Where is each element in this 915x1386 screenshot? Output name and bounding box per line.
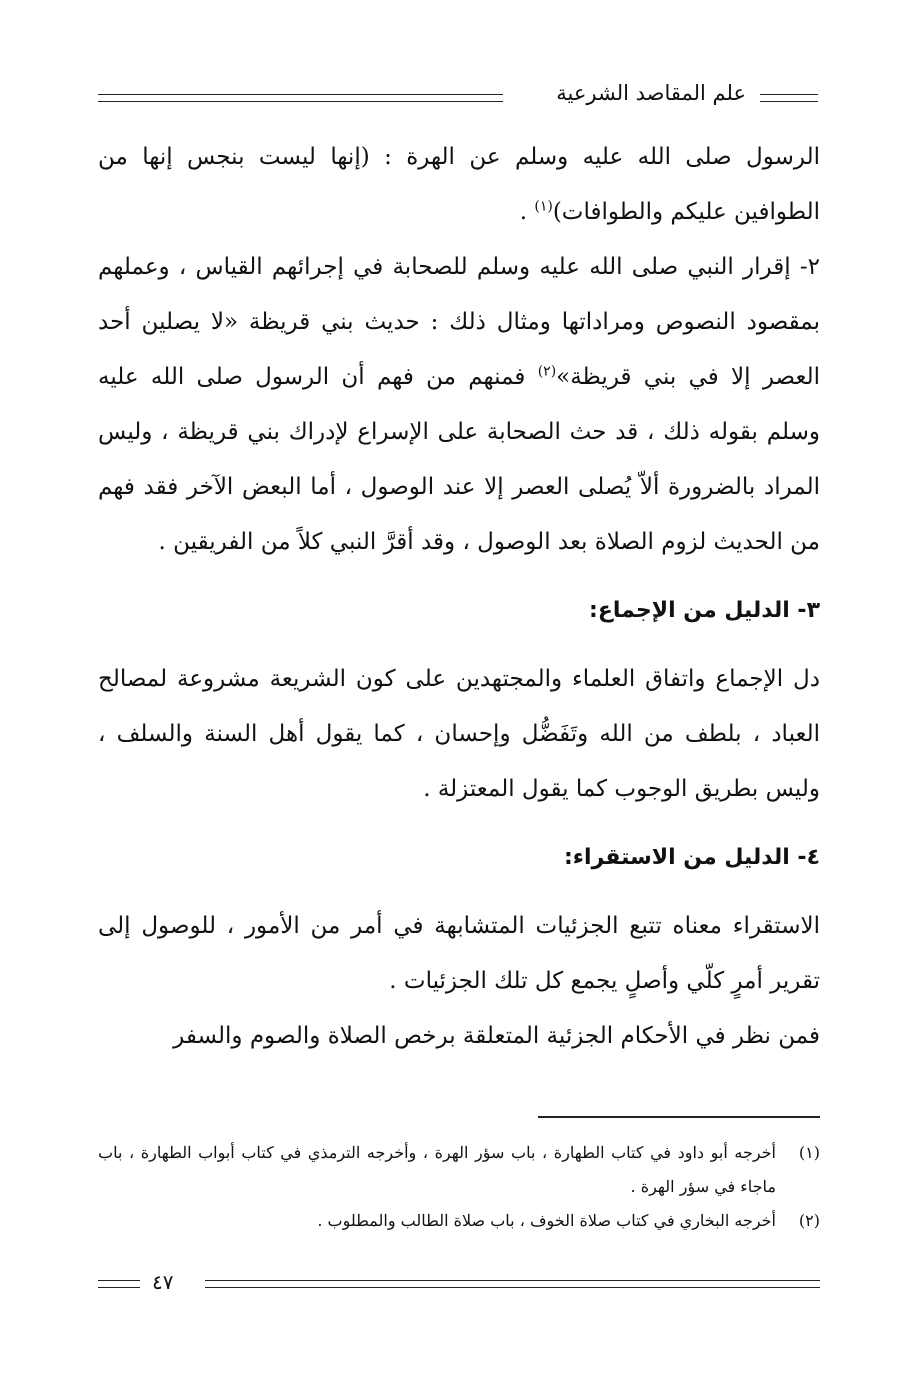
footnote-ref-2: (٢) xyxy=(537,363,557,380)
footer-rule-left xyxy=(98,1280,140,1288)
paragraph-1-end: . xyxy=(519,199,535,225)
paragraph-1 xyxy=(98,130,820,240)
footnote-2 xyxy=(98,1204,820,1238)
header-title: علم المقاصد الشرعية xyxy=(556,81,746,105)
footnotes xyxy=(98,1136,820,1238)
footnote-1-text: أخرجه أبو داود في كتاب الطهارة ، باب سؤر الهرة ، وأخرجه الترمذي في كتاب أبواب الطهارة ، باب ماجاء في سؤر الهرة . xyxy=(98,1143,776,1196)
list-item-2-number: ٢- xyxy=(790,254,820,280)
list-item-2 xyxy=(98,240,820,570)
footnote-2-text: أخرجه البخاري في كتاب صلاة الخوف ، باب صلاة الطالب والمطلوب . xyxy=(317,1211,776,1230)
paragraph-consensus: دل الإجماع واتفاق العلماء والمجتهدين على كون الشريعة مشروعة لمصالح العباد ، بلطف من الله وتَفَضُّل وإحسان ، كما يقول أهل السنة والسلف ، وليس بطريق الوجوب كما يقول المعتزلة . xyxy=(98,666,820,802)
paragraph-induction: الاستقراء معناه تتبع الجزئيات المتشابهة في أمر من الأمور ، للوصول إلى تقرير أمرٍ كلّي وأصلٍ يجمع كل تلك الجزئيات . xyxy=(98,913,820,994)
page-number: ٤٧ xyxy=(152,1270,174,1294)
list-item-2-text-a: إقرار النبي صلى الله عليه وسلم للصحابة في إجرائهم القياس ، وعملهم بمقصود النصوص ومراداتها ومثال ذلك : حديث بني قريظة «لا يصلين أحد العصر إلا في بني قريظة» xyxy=(98,254,820,390)
header-rule-right xyxy=(760,94,818,102)
footer-rule-right xyxy=(205,1280,820,1288)
main-text xyxy=(98,130,820,1064)
footnote-ref-1: (١) xyxy=(534,198,553,215)
list-item-2-text-b: فمنهم من فهم أن الرسول صلى الله عليه وسلم بقوله ذلك ، قد حث الصحابة على الإسراع لإدراك بني قريظة ، وليس المراد بالضرورة ألاّ يُصلى العصر إلا عند الوصول ، أما البعض الآخر فقد فهم من الحديث لزوم الصلاة بعد الوصول ، وقد أقرَّ النبي كلاً من الفريقين . xyxy=(98,364,820,555)
paragraph-1-text: الرسول صلى الله عليه وسلم عن الهرة : (إنها ليست بنجس إنها من الطوافين عليكم والطوافات) xyxy=(98,144,820,225)
section-heading-induction: ٤- الدليل من الاستقراء: xyxy=(564,845,820,870)
running-footer xyxy=(98,1268,820,1298)
footnote-1 xyxy=(98,1136,820,1204)
footnote-1-number: (١) xyxy=(798,1143,820,1162)
paragraph-last: فمن نظر في الأحكام الجزئية المتعلقة برخص الصلاة والصوم والسفر xyxy=(173,1023,820,1049)
running-header xyxy=(98,78,818,114)
header-rule-left xyxy=(98,94,503,102)
section-heading-consensus: ٣- الدليل من الإجماع: xyxy=(589,598,820,623)
footnote-2-number: (٢) xyxy=(798,1211,820,1230)
footnote-separator xyxy=(538,1116,820,1118)
